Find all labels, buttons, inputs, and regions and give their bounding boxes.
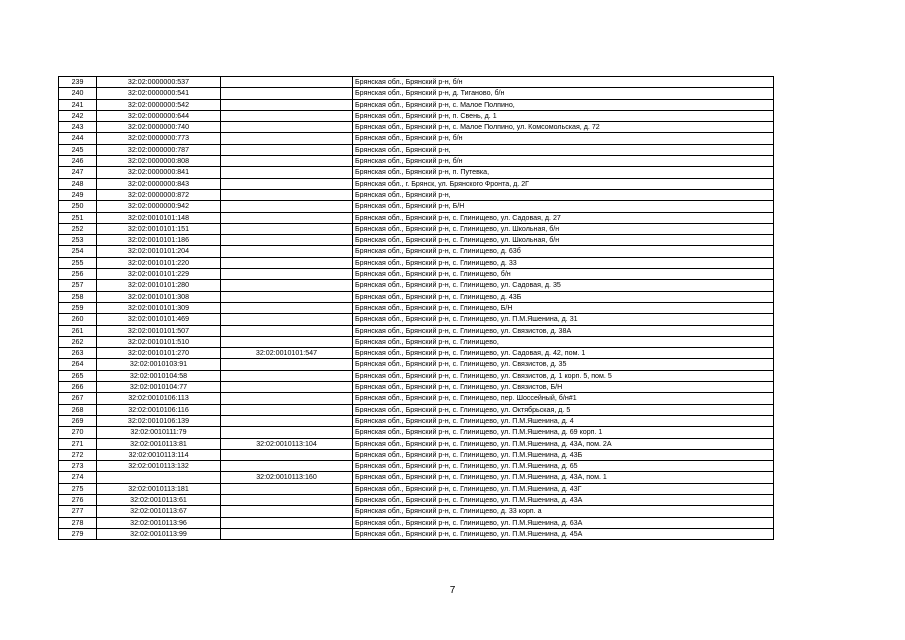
table-row (59, 280, 774, 291)
row-number-cell: 279 (59, 528, 97, 539)
parent-cadastral-number-cell (221, 189, 353, 200)
cadastral-number-cell: 32:02:0010101:186 (97, 235, 221, 246)
table-row (59, 246, 774, 257)
row-number-cell: 259 (59, 302, 97, 313)
table-row (59, 483, 774, 494)
cadastral-number-cell: 32:02:0000000:872 (97, 189, 221, 200)
cadastral-number-cell: 32:02:0010101:270 (97, 348, 221, 359)
parent-cadastral-number-cell (221, 291, 353, 302)
cadastral-number-cell: 32:02:0010101:308 (97, 291, 221, 302)
cadastral-number-cell: 32:02:0010106:113 (97, 393, 221, 404)
row-number-cell: 262 (59, 336, 97, 347)
table-row (59, 348, 774, 359)
parent-cadastral-number-cell (221, 359, 353, 370)
table-row (59, 77, 774, 88)
row-number-cell: 242 (59, 110, 97, 121)
row-number-cell: 251 (59, 212, 97, 223)
address-cell: Брянская обл., Брянский р-н, с. Глинищево, пер. Шоссейный, б/н#1 (353, 393, 774, 404)
row-number-cell: 268 (59, 404, 97, 415)
row-number-cell: 248 (59, 178, 97, 189)
table-row (59, 494, 774, 505)
table-row (59, 291, 774, 302)
cadastral-number-cell: 32:02:0000000:843 (97, 178, 221, 189)
table-row (59, 359, 774, 370)
address-cell: Брянская обл., Брянский р-н, (353, 144, 774, 155)
parent-cadastral-number-cell (221, 144, 353, 155)
row-number-cell: 269 (59, 415, 97, 426)
row-number-cell: 271 (59, 438, 97, 449)
cadastral-number-cell: 32:02:0010104:77 (97, 382, 221, 393)
parent-cadastral-number-cell (221, 404, 353, 415)
parent-cadastral-number-cell (221, 133, 353, 144)
cadastral-number-cell: 32:02:0000000:773 (97, 133, 221, 144)
row-number-cell: 249 (59, 189, 97, 200)
cadastral-number-cell: 32:02:0010106:139 (97, 415, 221, 426)
cadastral-number-cell: 32:02:0000000:787 (97, 144, 221, 155)
cadastral-number-cell: 32:02:0000000:537 (97, 77, 221, 88)
address-cell: Брянская обл., Брянский р-н, с. Глинищево, д. 63б (353, 246, 774, 257)
address-cell: Брянская обл., Брянский р-н, с. Глинищево, ул. Связистов, д. 35 (353, 359, 774, 370)
table-row (59, 472, 774, 483)
address-cell: Брянская обл., Брянский р-н, б/н (353, 77, 774, 88)
table-row (59, 189, 774, 200)
table-row (59, 269, 774, 280)
address-cell: Брянская обл., Брянский р-н, с. Глинищево, ул. П.М.Яшенина, д. 65 (353, 461, 774, 472)
table-row (59, 404, 774, 415)
parent-cadastral-number-cell (221, 99, 353, 110)
table-row (59, 99, 774, 110)
parent-cadastral-number-cell (221, 517, 353, 528)
table-row (59, 415, 774, 426)
parent-cadastral-number-cell (221, 122, 353, 133)
table-row (59, 144, 774, 155)
row-number-cell: 278 (59, 517, 97, 528)
row-number-cell: 275 (59, 483, 97, 494)
address-cell: Брянская обл., Брянский р-н, с. Глинищево, б/н (353, 269, 774, 280)
table-row (59, 110, 774, 121)
address-cell: Брянская обл., Брянский р-н, с. Глинищево, ул. Садовая, д. 35 (353, 280, 774, 291)
row-number-cell: 263 (59, 348, 97, 359)
table-row (59, 167, 774, 178)
cadastral-number-cell: 32:02:0000000:542 (97, 99, 221, 110)
parent-cadastral-number-cell (221, 325, 353, 336)
cadastral-number-cell: 32:02:0010101:309 (97, 302, 221, 313)
table-row (59, 235, 774, 246)
address-cell: Брянская обл., Брянский р-н, с. Глинищево, д. 43Б (353, 291, 774, 302)
row-number-cell: 252 (59, 223, 97, 234)
row-number-cell: 264 (59, 359, 97, 370)
cadastral-number-cell: 32:02:0000000:841 (97, 167, 221, 178)
parent-cadastral-number-cell (221, 382, 353, 393)
row-number-cell: 241 (59, 99, 97, 110)
row-number-cell: 276 (59, 494, 97, 505)
address-cell: Брянская обл., Брянский р-н, с. Глинищево, ул. Садовая, д. 27 (353, 212, 774, 223)
parent-cadastral-number-cell (221, 235, 353, 246)
row-number-cell: 250 (59, 201, 97, 212)
row-number-cell: 243 (59, 122, 97, 133)
row-number-cell: 257 (59, 280, 97, 291)
address-cell: Брянская обл., Брянский р-н, с. Глинищево, ул. Связистов, д. 1 корп. 5, пом. 5 (353, 370, 774, 381)
cadastral-number-cell: 32:02:0010101:507 (97, 325, 221, 336)
parent-cadastral-number-cell (221, 269, 353, 280)
table-row (59, 393, 774, 404)
parent-cadastral-number-cell (221, 110, 353, 121)
table-row (59, 325, 774, 336)
parent-cadastral-number-cell (221, 201, 353, 212)
address-cell: Брянская обл., Брянский р-н, с. Глинищево, ул. П.М.Яшенина, д. 63А (353, 517, 774, 528)
address-cell: Брянская обл., Брянский р-н, (353, 189, 774, 200)
cadastral-number-cell: 32:02:0000000:942 (97, 201, 221, 212)
cadastral-number-cell: 32:02:0010113:61 (97, 494, 221, 505)
cadastral-number-cell: 32:02:0010103:91 (97, 359, 221, 370)
table-row (59, 314, 774, 325)
address-cell: Брянская обл., Брянский р-н, с. Глинищево, ул. Школьная, б/н (353, 223, 774, 234)
cadastral-number-cell: 32:02:0000000:740 (97, 122, 221, 133)
table-row (59, 528, 774, 539)
table-row (59, 382, 774, 393)
parent-cadastral-number-cell (221, 415, 353, 426)
address-cell: Брянская обл., Брянский р-н, с. Малое Полпино, ул. Комсомольская, д. 72 (353, 122, 774, 133)
parent-cadastral-number-cell (221, 223, 353, 234)
row-number-cell: 277 (59, 506, 97, 517)
cadastral-number-cell: 32:02:0010101:280 (97, 280, 221, 291)
row-number-cell: 247 (59, 167, 97, 178)
table-row (59, 133, 774, 144)
cadastral-number-cell: 32:02:0010101:229 (97, 269, 221, 280)
cadastral-number-cell: 32:02:0010101:220 (97, 257, 221, 268)
parent-cadastral-number-cell (221, 494, 353, 505)
row-number-cell: 266 (59, 382, 97, 393)
address-cell: Брянская обл., Брянский р-н, с. Глинищево, ул. Школьная, б/н (353, 235, 774, 246)
parent-cadastral-number-cell (221, 156, 353, 167)
address-cell: Брянская обл., Брянский р-н, с. Глинищево, ул. П.М.Яшенина, д. 43Б (353, 449, 774, 460)
page-number: 7 (449, 585, 456, 596)
row-number-cell: 273 (59, 461, 97, 472)
row-number-cell: 253 (59, 235, 97, 246)
table-row (59, 201, 774, 212)
cadastral-number-cell (97, 472, 221, 483)
cadastral-number-cell: 32:02:0010113:114 (97, 449, 221, 460)
table-row (59, 156, 774, 167)
row-number-cell: 244 (59, 133, 97, 144)
parent-cadastral-number-cell (221, 257, 353, 268)
table-row (59, 223, 774, 234)
table-row (59, 88, 774, 99)
address-cell: Брянская обл., Брянский р-н, с. Глинищево, (353, 336, 774, 347)
address-cell: Брянская обл., Брянский р-н, п. Путевка, (353, 167, 774, 178)
cadastral-number-cell: 32:02:0010113:81 (97, 438, 221, 449)
address-cell: Брянская обл., Брянский р-н, с. Глинищево, ул. П.М.Яшенина, д. 43А, пом. 1 (353, 472, 774, 483)
parent-cadastral-number-cell (221, 483, 353, 494)
row-number-cell: 256 (59, 269, 97, 280)
row-number-cell: 260 (59, 314, 97, 325)
table-row (59, 336, 774, 347)
parent-cadastral-number-cell (221, 528, 353, 539)
address-cell: Брянская обл., Брянский р-н, п. Свень, д. 1 (353, 110, 774, 121)
parent-cadastral-number-cell (221, 88, 353, 99)
parent-cadastral-number-cell (221, 336, 353, 347)
parent-cadastral-number-cell (221, 246, 353, 257)
table-row (59, 427, 774, 438)
cadastral-number-cell: 32:02:0010113:67 (97, 506, 221, 517)
address-cell: Брянская обл., Брянский р-н, Б/Н (353, 201, 774, 212)
table-row (59, 449, 774, 460)
address-cell: Брянская обл., г. Брянск, ул. Брянского Фронта, д. 2Г (353, 178, 774, 189)
address-cell: Брянская обл., Брянский р-н, с. Глинищево, ул. П.М.Яшенина, д. 45А (353, 528, 774, 539)
cadastral-number-cell: 32:02:0010113:181 (97, 483, 221, 494)
table-row (59, 370, 774, 381)
row-number-cell: 254 (59, 246, 97, 257)
row-number-cell: 239 (59, 77, 97, 88)
row-number-cell: 246 (59, 156, 97, 167)
table-row (59, 257, 774, 268)
row-number-cell: 261 (59, 325, 97, 336)
parent-cadastral-number-cell (221, 302, 353, 313)
cadastral-number-cell: 32:02:0010101:148 (97, 212, 221, 223)
table-row (59, 438, 774, 449)
parent-cadastral-number-cell (221, 449, 353, 460)
parent-cadastral-number-cell (221, 427, 353, 438)
parent-cadastral-number-cell: 32:02:0010113:160 (221, 472, 353, 483)
address-cell: Брянская обл., Брянский р-н, с. Глинищево, д. 33 корп. а (353, 506, 774, 517)
parent-cadastral-number-cell (221, 178, 353, 189)
table-row (59, 302, 774, 313)
row-number-cell: 270 (59, 427, 97, 438)
address-cell: Брянская обл., Брянский р-н, с. Глинищево, ул. П.М.Яшенина, д. 43А (353, 494, 774, 505)
address-cell: Брянская обл., Брянский р-н, с. Глинищево, ул. П.М.Яшенина, д. 31 (353, 314, 774, 325)
address-cell: Брянская обл., Брянский р-н, д. Тиганово, б/н (353, 88, 774, 99)
address-cell: Брянская обл., Брянский р-н, б/н (353, 156, 774, 167)
cadastral-number-cell: 32:02:0010104:58 (97, 370, 221, 381)
address-cell: Брянская обл., Брянский р-н, с. Глинищево, ул. Связистов, д. 38А (353, 325, 774, 336)
cadastral-number-cell: 32:02:0010113:99 (97, 528, 221, 539)
table-body (59, 77, 774, 540)
row-number-cell: 265 (59, 370, 97, 381)
row-number-cell: 240 (59, 88, 97, 99)
cadastral-table (58, 76, 774, 540)
parent-cadastral-number-cell (221, 212, 353, 223)
cadastral-number-cell: 32:02:0010113:132 (97, 461, 221, 472)
address-cell: Брянская обл., Брянский р-н, б/н (353, 133, 774, 144)
parent-cadastral-number-cell (221, 461, 353, 472)
cadastral-number-cell: 32:02:0000000:808 (97, 156, 221, 167)
cadastral-number-cell: 32:02:0000000:541 (97, 88, 221, 99)
table-row (59, 212, 774, 223)
cadastral-number-cell: 32:02:0010111:79 (97, 427, 221, 438)
table-row (59, 178, 774, 189)
row-number-cell: 274 (59, 472, 97, 483)
parent-cadastral-number-cell (221, 506, 353, 517)
address-cell: Брянская обл., Брянский р-н, с. Глинищево, ул. П.М.Яшенина, д. 69 корп. 1 (353, 427, 774, 438)
table-row (59, 517, 774, 528)
row-number-cell: 255 (59, 257, 97, 268)
address-cell: Брянская обл., Брянский р-н, с. Глинищево, д. 33 (353, 257, 774, 268)
table-row (59, 506, 774, 517)
address-cell: Брянская обл., Брянский р-н, с. Глинищево, ул. П.М.Яшенина, д. 4 (353, 415, 774, 426)
cadastral-number-cell: 32:02:0010101:510 (97, 336, 221, 347)
row-number-cell: 267 (59, 393, 97, 404)
address-cell: Брянская обл., Брянский р-н, с. Глинищево, ул. П.М.Яшенина, д. 43Г (353, 483, 774, 494)
address-cell: Брянская обл., Брянский р-н, с. Глинищево, ул. Октябрьская, д. 5 (353, 404, 774, 415)
parent-cadastral-number-cell (221, 167, 353, 178)
cadastral-number-cell: 32:02:0010101:204 (97, 246, 221, 257)
parent-cadastral-number-cell (221, 77, 353, 88)
row-number-cell: 258 (59, 291, 97, 302)
address-cell: Брянская обл., Брянский р-н, с. Глинищево, Б/Н (353, 302, 774, 313)
address-cell: Брянская обл., Брянский р-н, с. Глинищево, ул. Связистов, Б/Н (353, 382, 774, 393)
table-row (59, 461, 774, 472)
parent-cadastral-number-cell: 32:02:0010113:104 (221, 438, 353, 449)
cadastral-number-cell: 32:02:0000000:644 (97, 110, 221, 121)
parent-cadastral-number-cell (221, 393, 353, 404)
parent-cadastral-number-cell (221, 370, 353, 381)
parent-cadastral-number-cell (221, 314, 353, 325)
cadastral-number-cell: 32:02:0010101:151 (97, 223, 221, 234)
address-cell: Брянская обл., Брянский р-н, с. Глинищево, ул. Садовая, д. 42, пом. 1 (353, 348, 774, 359)
parent-cadastral-number-cell: 32:02:0010101:547 (221, 348, 353, 359)
table-row (59, 122, 774, 133)
row-number-cell: 245 (59, 144, 97, 155)
parent-cadastral-number-cell (221, 280, 353, 291)
cadastral-number-cell: 32:02:0010106:116 (97, 404, 221, 415)
cadastral-number-cell: 32:02:0010101:469 (97, 314, 221, 325)
address-cell: Брянская обл., Брянский р-н, с. Малое Полпино, (353, 99, 774, 110)
cadastral-number-cell: 32:02:0010113:96 (97, 517, 221, 528)
row-number-cell: 272 (59, 449, 97, 460)
address-cell: Брянская обл., Брянский р-н, с. Глинищево, ул. П.М.Яшенина, д. 43А, пом. 2А (353, 438, 774, 449)
